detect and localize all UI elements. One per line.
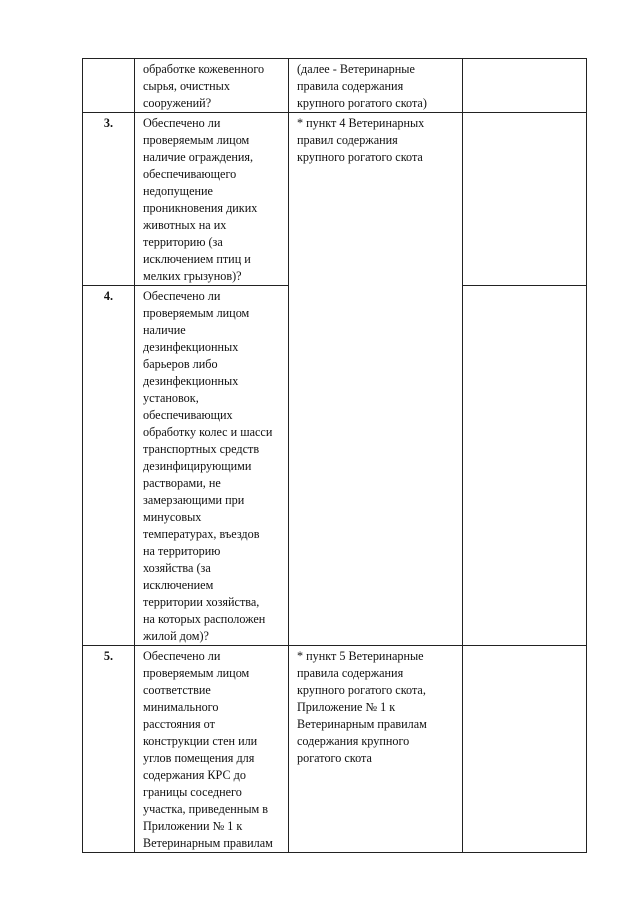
question-line: жилой дом)? [143, 629, 209, 643]
question-line: исключением птиц и [143, 252, 251, 266]
answer-cell [463, 286, 587, 646]
question-line: конструкции стен или [143, 734, 258, 748]
question-line: соответствие [143, 683, 211, 697]
reference-cell [289, 646, 463, 853]
reference-line: * пункт 4 Ветеринарных [297, 116, 425, 130]
question-cell [135, 59, 289, 113]
question-line: проникновения диких [143, 201, 258, 215]
answer-cell [463, 113, 587, 286]
question-line: расстояния от [143, 717, 215, 731]
question-line: наличие [143, 323, 186, 337]
table-row [83, 59, 587, 113]
question-line: минимального [143, 700, 219, 714]
row-number: 3. [83, 113, 135, 286]
reference-line: крупного рогатого скота) [297, 96, 427, 110]
question-line: сооружений? [143, 96, 212, 110]
question-line: границы соседнего [143, 785, 242, 799]
question-cell [135, 113, 289, 286]
table-row [83, 113, 587, 286]
question-line: обработку колес и шасси [143, 425, 273, 439]
question-line: растворами, не [143, 476, 221, 490]
question-line: Ветеринарным правилам [143, 836, 273, 850]
question-line: замерзающими при [143, 493, 245, 507]
question-line: наличие ограждения, [143, 150, 254, 164]
question-line: Обеспечено ли [143, 289, 221, 303]
question-line: исключением [143, 578, 214, 592]
reference-line: Ветеринарным правилам [297, 717, 427, 731]
question-line: установок, [143, 391, 199, 405]
question-line: проверяемым лицом [143, 133, 250, 147]
reference-cell [289, 113, 463, 646]
question-line: хозяйства (за [143, 561, 211, 575]
reference-line: содержания крупного [297, 734, 410, 748]
question-line: транспортных средств [143, 442, 260, 456]
answer-cell [463, 59, 587, 113]
question-line: сырья, очистных [143, 79, 230, 93]
reference-line: правила содержания [297, 666, 404, 680]
reference-line: правил содержания [297, 133, 398, 147]
answer-cell [463, 646, 587, 853]
question-line: мелких грызунов)? [143, 269, 242, 283]
question-line: на которых расположен [143, 612, 266, 626]
question-line: обработке кожевенного [143, 62, 265, 76]
table-row [83, 646, 587, 853]
question-line: на территорию [143, 544, 221, 558]
question-line: температурах, въездов [143, 527, 260, 541]
checklist-table [82, 58, 587, 853]
question-line: территории хозяйства, [143, 595, 260, 609]
row-number: 4. [83, 286, 135, 646]
question-line: обеспечивающих [143, 408, 233, 422]
question-line: барьеров либо [143, 357, 218, 371]
reference-line: (далее - Ветеринарные [297, 62, 415, 76]
reference-line: * пункт 5 Ветеринарные [297, 649, 424, 663]
reference-line: Приложение № 1 к [297, 700, 396, 714]
question-line: минусовых [143, 510, 202, 524]
question-line: животных на их [143, 218, 227, 232]
question-line: Обеспечено ли [143, 649, 221, 663]
question-line: участка, приведенным в [143, 802, 269, 816]
row-number [83, 59, 135, 113]
question-line: Приложении № 1 к [143, 819, 243, 833]
question-line: содержания КРС до [143, 768, 246, 782]
question-line: проверяемым лицом [143, 666, 250, 680]
question-line: дезинфекционных [143, 340, 239, 354]
reference-line: рогатого скота [297, 751, 372, 765]
reference-line: крупного рогатого скота, [297, 683, 426, 697]
question-line: недопущение [143, 184, 213, 198]
question-cell [135, 646, 289, 853]
row-number: 5. [83, 646, 135, 853]
question-line: углов помещения для [143, 751, 255, 765]
question-line: Обеспечено ли [143, 116, 221, 130]
question-line: территорию (за [143, 235, 223, 249]
question-line: обеспечивающего [143, 167, 237, 181]
reference-line: правила содержания [297, 79, 404, 93]
question-cell [135, 286, 289, 646]
reference-line: крупного рогатого скота [297, 150, 423, 164]
question-line: дезинфицирующими [143, 459, 252, 473]
question-line: дезинфекционных [143, 374, 239, 388]
question-line: проверяемым лицом [143, 306, 250, 320]
reference-cell [289, 59, 463, 113]
